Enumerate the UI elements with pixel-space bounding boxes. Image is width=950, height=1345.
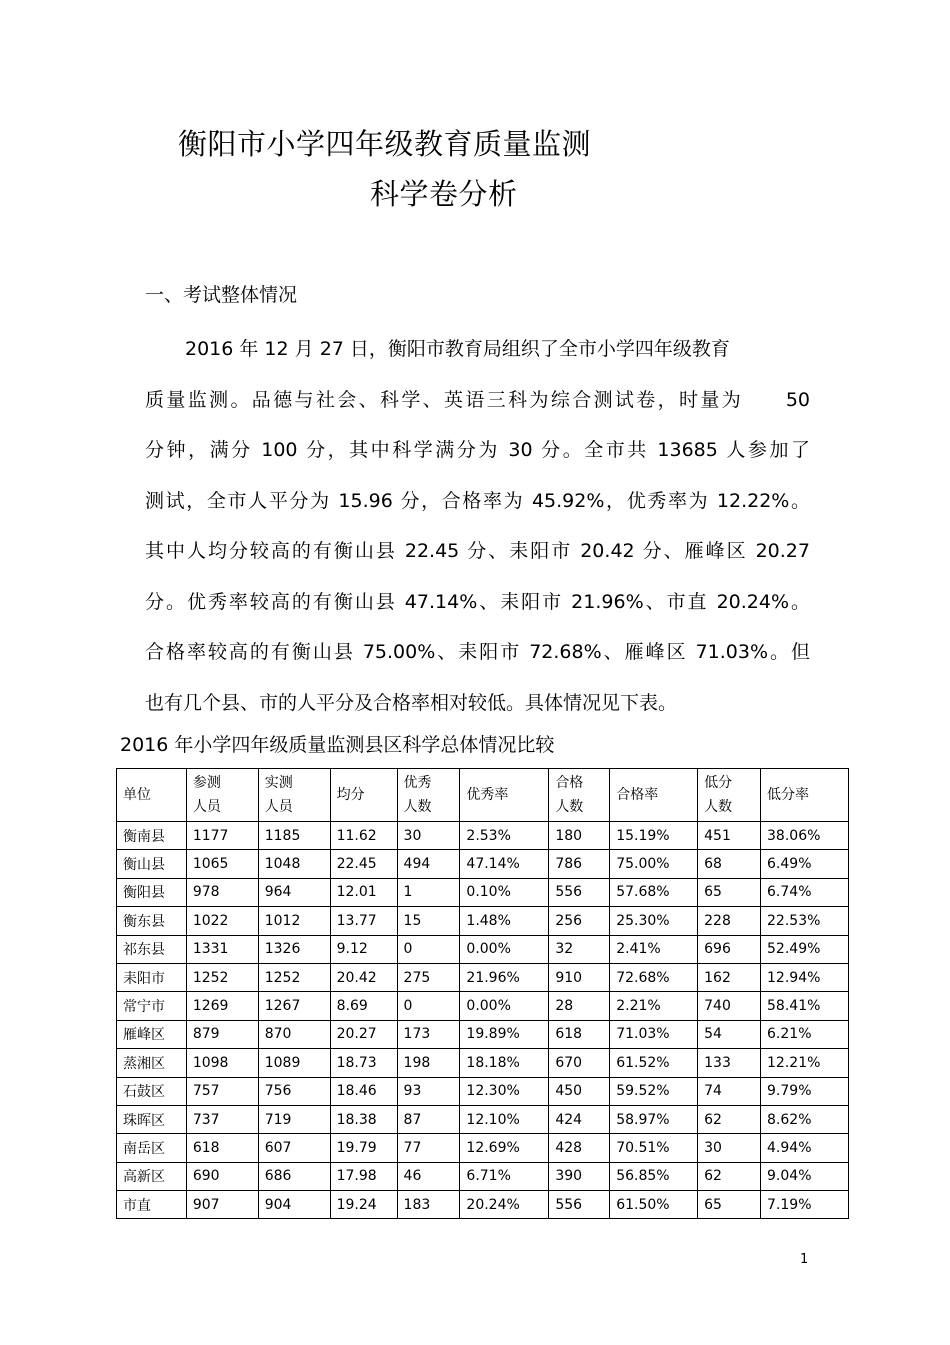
table-cell: 25.30%: [610, 907, 698, 935]
table-cell: 77: [397, 1134, 460, 1162]
table-cell: 1252: [186, 963, 258, 991]
column-header: [186, 769, 258, 822]
column-header-text: 人数: [704, 799, 733, 815]
table-cell: 180: [549, 822, 610, 850]
section-heading: 一、考试整体情况: [145, 284, 298, 306]
table-row: [117, 1020, 849, 1048]
table-row: [117, 1105, 849, 1133]
table-cell: 1177: [186, 822, 258, 850]
table-cell: 275: [397, 963, 460, 991]
table-cell: 740: [698, 992, 761, 1020]
table-cell: 1326: [258, 935, 330, 963]
column-header-text: 优秀: [403, 775, 432, 791]
table-header: [117, 769, 849, 822]
column-header-text: 优秀率: [466, 787, 509, 803]
table-cell: 1: [397, 878, 460, 906]
table-cell: 9.12: [330, 935, 397, 963]
paragraph-line: 2016 年 12 月 27 日，衡阳市教育局组织了全市小学四年级教育: [185, 338, 730, 360]
table-cell: 20.27: [330, 1020, 397, 1048]
table-cell: 4.94%: [761, 1134, 849, 1162]
column-header-text: 合格率: [616, 787, 659, 803]
table-cell: 9.79%: [761, 1077, 849, 1105]
table-cell: 1022: [186, 907, 258, 935]
paragraph-line: 分钟，满分 100 分，其中科学满分为 30 分。全市共 13685 人参加了: [145, 439, 810, 461]
table-cell: 607: [258, 1134, 330, 1162]
paragraph-line: 质量监测。品德与社会、科学、英语三科为综合测试卷，时量为 50: [145, 388, 810, 411]
table-cell: 0: [397, 935, 460, 963]
table-row: [117, 1077, 849, 1105]
table-cell: 15: [397, 907, 460, 935]
table-cell: 71.03%: [610, 1020, 698, 1048]
table-cell: 19.24: [330, 1191, 397, 1219]
table-cell: 57.68%: [610, 878, 698, 906]
unit-name-cell: 衡南县: [117, 822, 187, 850]
table-row: [117, 1162, 849, 1190]
table-cell: 1098: [186, 1049, 258, 1077]
table-cell: 32: [549, 935, 610, 963]
column-header: [117, 769, 187, 822]
table-cell: 256: [549, 907, 610, 935]
table-cell: 18.18%: [460, 1049, 549, 1077]
table-cell: 58.97%: [610, 1105, 698, 1133]
table-cell: 1252: [258, 963, 330, 991]
column-header-text: 人员: [192, 799, 221, 815]
table-cell: 133: [698, 1049, 761, 1077]
table-cell: 686: [258, 1162, 330, 1190]
table-cell: 12.10%: [460, 1105, 549, 1133]
table-cell: 47.14%: [460, 850, 549, 878]
table-cell: 719: [258, 1105, 330, 1133]
table-cell: 6.49%: [761, 850, 849, 878]
table-cell: 0.00%: [460, 992, 549, 1020]
table-cell: 162: [698, 963, 761, 991]
table-cell: 390: [549, 1162, 610, 1190]
paragraph-line: 也有几个县、市的人平分及合格率相对较低。具体情况见下表。: [145, 691, 678, 714]
table-cell: 978: [186, 878, 258, 906]
table-cell: 964: [258, 878, 330, 906]
table-cell: 8.62%: [761, 1105, 849, 1133]
table-cell: 556: [549, 1191, 610, 1219]
table-cell: 61.50%: [610, 1191, 698, 1219]
column-header-text: 均分: [336, 787, 365, 803]
unit-name-cell: 耒阳市: [117, 963, 187, 991]
table-row: [117, 850, 849, 878]
table-cell: 61.52%: [610, 1049, 698, 1077]
table-cell: 75.00%: [610, 850, 698, 878]
table-cell: 618: [549, 1020, 610, 1048]
table-cell: 13.77: [330, 907, 397, 935]
table-cell: 870: [258, 1020, 330, 1048]
table-cell: 20.24%: [460, 1191, 549, 1219]
table-cell: 0.10%: [460, 878, 549, 906]
column-header: [549, 769, 610, 822]
table-cell: 737: [186, 1105, 258, 1133]
table-cell: 2.41%: [610, 935, 698, 963]
table-cell: 1185: [258, 822, 330, 850]
table-cell: 1089: [258, 1049, 330, 1077]
table-cell: 59.52%: [610, 1077, 698, 1105]
table-cell: 0: [397, 992, 460, 1020]
table-cell: 12.21%: [761, 1049, 849, 1077]
column-header-text: 人数: [555, 799, 584, 815]
table-cell: 62: [698, 1162, 761, 1190]
unit-name-cell: 衡东县: [117, 907, 187, 935]
column-header-text: 单位: [123, 787, 151, 803]
table-cell: 52.49%: [761, 935, 849, 963]
column-header: [397, 769, 460, 822]
table-cell: 46: [397, 1162, 460, 1190]
table-cell: 30: [397, 822, 460, 850]
table-cell: 1048: [258, 850, 330, 878]
table-cell: 8.69: [330, 992, 397, 1020]
table-row: [117, 992, 849, 1020]
table-row: [117, 935, 849, 963]
table-row: [117, 1049, 849, 1077]
column-header: [698, 769, 761, 822]
table-cell: 18.73: [330, 1049, 397, 1077]
table-cell: 18.38: [330, 1105, 397, 1133]
table-cell: 58.41%: [761, 992, 849, 1020]
unit-name-cell: 衡山县: [117, 850, 187, 878]
table-cell: 65: [698, 1191, 761, 1219]
table-cell: 2.21%: [610, 992, 698, 1020]
table-cell: 38.06%: [761, 822, 849, 850]
unit-name-cell: 常宁市: [117, 992, 187, 1020]
unit-name-cell: 衡阳县: [117, 878, 187, 906]
document-subtitle: 科学卷分析: [370, 177, 518, 211]
table-cell: 68: [698, 850, 761, 878]
table-cell: 19.89%: [460, 1020, 549, 1048]
table-row: [117, 907, 849, 935]
table-cell: 56.85%: [610, 1162, 698, 1190]
column-header: [330, 769, 397, 822]
paragraph-line: 分。优秀率较高的有衡山县 47.14%、耒阳市 21.96%、市直 20.24%。: [145, 590, 810, 613]
table-cell: 907: [186, 1191, 258, 1219]
table-row: [117, 1134, 849, 1162]
table-cell: 93: [397, 1077, 460, 1105]
document-title: 衡阳市小学四年级教育质量监测: [178, 127, 592, 161]
table-cell: 11.62: [330, 822, 397, 850]
table-cell: 228: [698, 907, 761, 935]
table-cell: 0.00%: [460, 935, 549, 963]
unit-name-cell: 石鼓区: [117, 1077, 187, 1105]
header-row: [117, 769, 849, 822]
table-cell: 6.21%: [761, 1020, 849, 1048]
paragraph-line: 合格率较高的有衡山县 75.00%、耒阳市 72.68%、雁峰区 71.03%。但: [145, 641, 810, 663]
table-cell: 6.71%: [460, 1162, 549, 1190]
body-paragraph: [145, 324, 810, 728]
column-header-text: 实测: [264, 775, 293, 791]
table-cell: 690: [186, 1162, 258, 1190]
unit-name-cell: 蒸湘区: [117, 1049, 187, 1077]
table-caption: 2016 年小学四年级质量监测县区科学总体情况比较: [120, 734, 555, 756]
column-header-text: 参测: [192, 775, 221, 791]
unit-name-cell: 雁峰区: [117, 1020, 187, 1048]
table-cell: 1267: [258, 992, 330, 1020]
paragraph-line: 其中人均分较高的有衡山县 22.45 分、耒阳市 20.42 分、雁峰区 20.27: [145, 540, 810, 562]
table-cell: 20.42: [330, 963, 397, 991]
table-row: [117, 1191, 849, 1219]
table-cell: 1.48%: [460, 907, 549, 935]
table-cell: 7.19%: [761, 1191, 849, 1219]
table-cell: 1065: [186, 850, 258, 878]
table-cell: 1012: [258, 907, 330, 935]
page-number: 1: [800, 1252, 809, 1267]
table-cell: 18.46: [330, 1077, 397, 1105]
table-cell: 21.96%: [460, 963, 549, 991]
table-cell: 12.69%: [460, 1134, 549, 1162]
column-header: [460, 769, 549, 822]
table-row: [117, 878, 849, 906]
table-cell: 696: [698, 935, 761, 963]
table-cell: 65: [698, 878, 761, 906]
table-cell: 22.53%: [761, 907, 849, 935]
table-cell: 879: [186, 1020, 258, 1048]
table-cell: 494: [397, 850, 460, 878]
table-cell: 2.53%: [460, 822, 549, 850]
table-cell: 70.51%: [610, 1134, 698, 1162]
column-header-text: 低分率: [767, 787, 810, 803]
table-cell: 173: [397, 1020, 460, 1048]
table-cell: 786: [549, 850, 610, 878]
table-cell: 17.98: [330, 1162, 397, 1190]
column-header-text: 低分: [704, 775, 733, 791]
table-cell: 54: [698, 1020, 761, 1048]
table-cell: 618: [186, 1134, 258, 1162]
unit-name-cell: 南岳区: [117, 1134, 187, 1162]
table-cell: 15.19%: [610, 822, 698, 850]
table-row: [117, 822, 849, 850]
table-cell: 1331: [186, 935, 258, 963]
table-body: [117, 822, 849, 1219]
table-cell: 904: [258, 1191, 330, 1219]
unit-name-cell: 祁东县: [117, 935, 187, 963]
table-cell: 428: [549, 1134, 610, 1162]
paragraph-line: 测试，全市人平分为 15.96 分，合格率为 45.92%，优秀率为 12.22%。: [145, 489, 810, 512]
table-cell: 757: [186, 1077, 258, 1105]
table-cell: 19.79: [330, 1134, 397, 1162]
table-cell: 1269: [186, 992, 258, 1020]
unit-name-cell: 市直: [117, 1191, 187, 1219]
table-cell: 12.30%: [460, 1077, 549, 1105]
table-cell: 62: [698, 1105, 761, 1133]
table-cell: 28: [549, 992, 610, 1020]
column-header: [610, 769, 698, 822]
table-cell: 30: [698, 1134, 761, 1162]
table-cell: 183: [397, 1191, 460, 1219]
table-cell: 910: [549, 963, 610, 991]
table-cell: 22.45: [330, 850, 397, 878]
table-cell: 424: [549, 1105, 610, 1133]
table-cell: 198: [397, 1049, 460, 1077]
table-cell: 450: [549, 1077, 610, 1105]
table-cell: 756: [258, 1077, 330, 1105]
unit-name-cell: 高新区: [117, 1162, 187, 1190]
table-cell: 556: [549, 878, 610, 906]
column-header-text: 合格: [555, 775, 584, 791]
table-cell: 451: [698, 822, 761, 850]
table-cell: 12.01: [330, 878, 397, 906]
table-cell: 72.68%: [610, 963, 698, 991]
column-header: [761, 769, 849, 822]
table-row: [117, 963, 849, 991]
table-cell: 670: [549, 1049, 610, 1077]
table-cell: 87: [397, 1105, 460, 1133]
table-cell: 12.94%: [761, 963, 849, 991]
unit-name-cell: 珠晖区: [117, 1105, 187, 1133]
table-cell: 74: [698, 1077, 761, 1105]
column-header-text: 人员: [264, 799, 293, 815]
science-results-table: [116, 768, 849, 1219]
table-cell: 9.04%: [761, 1162, 849, 1190]
table-cell: 6.74%: [761, 878, 849, 906]
column-header-text: 人数: [403, 799, 432, 815]
column-header: [258, 769, 330, 822]
